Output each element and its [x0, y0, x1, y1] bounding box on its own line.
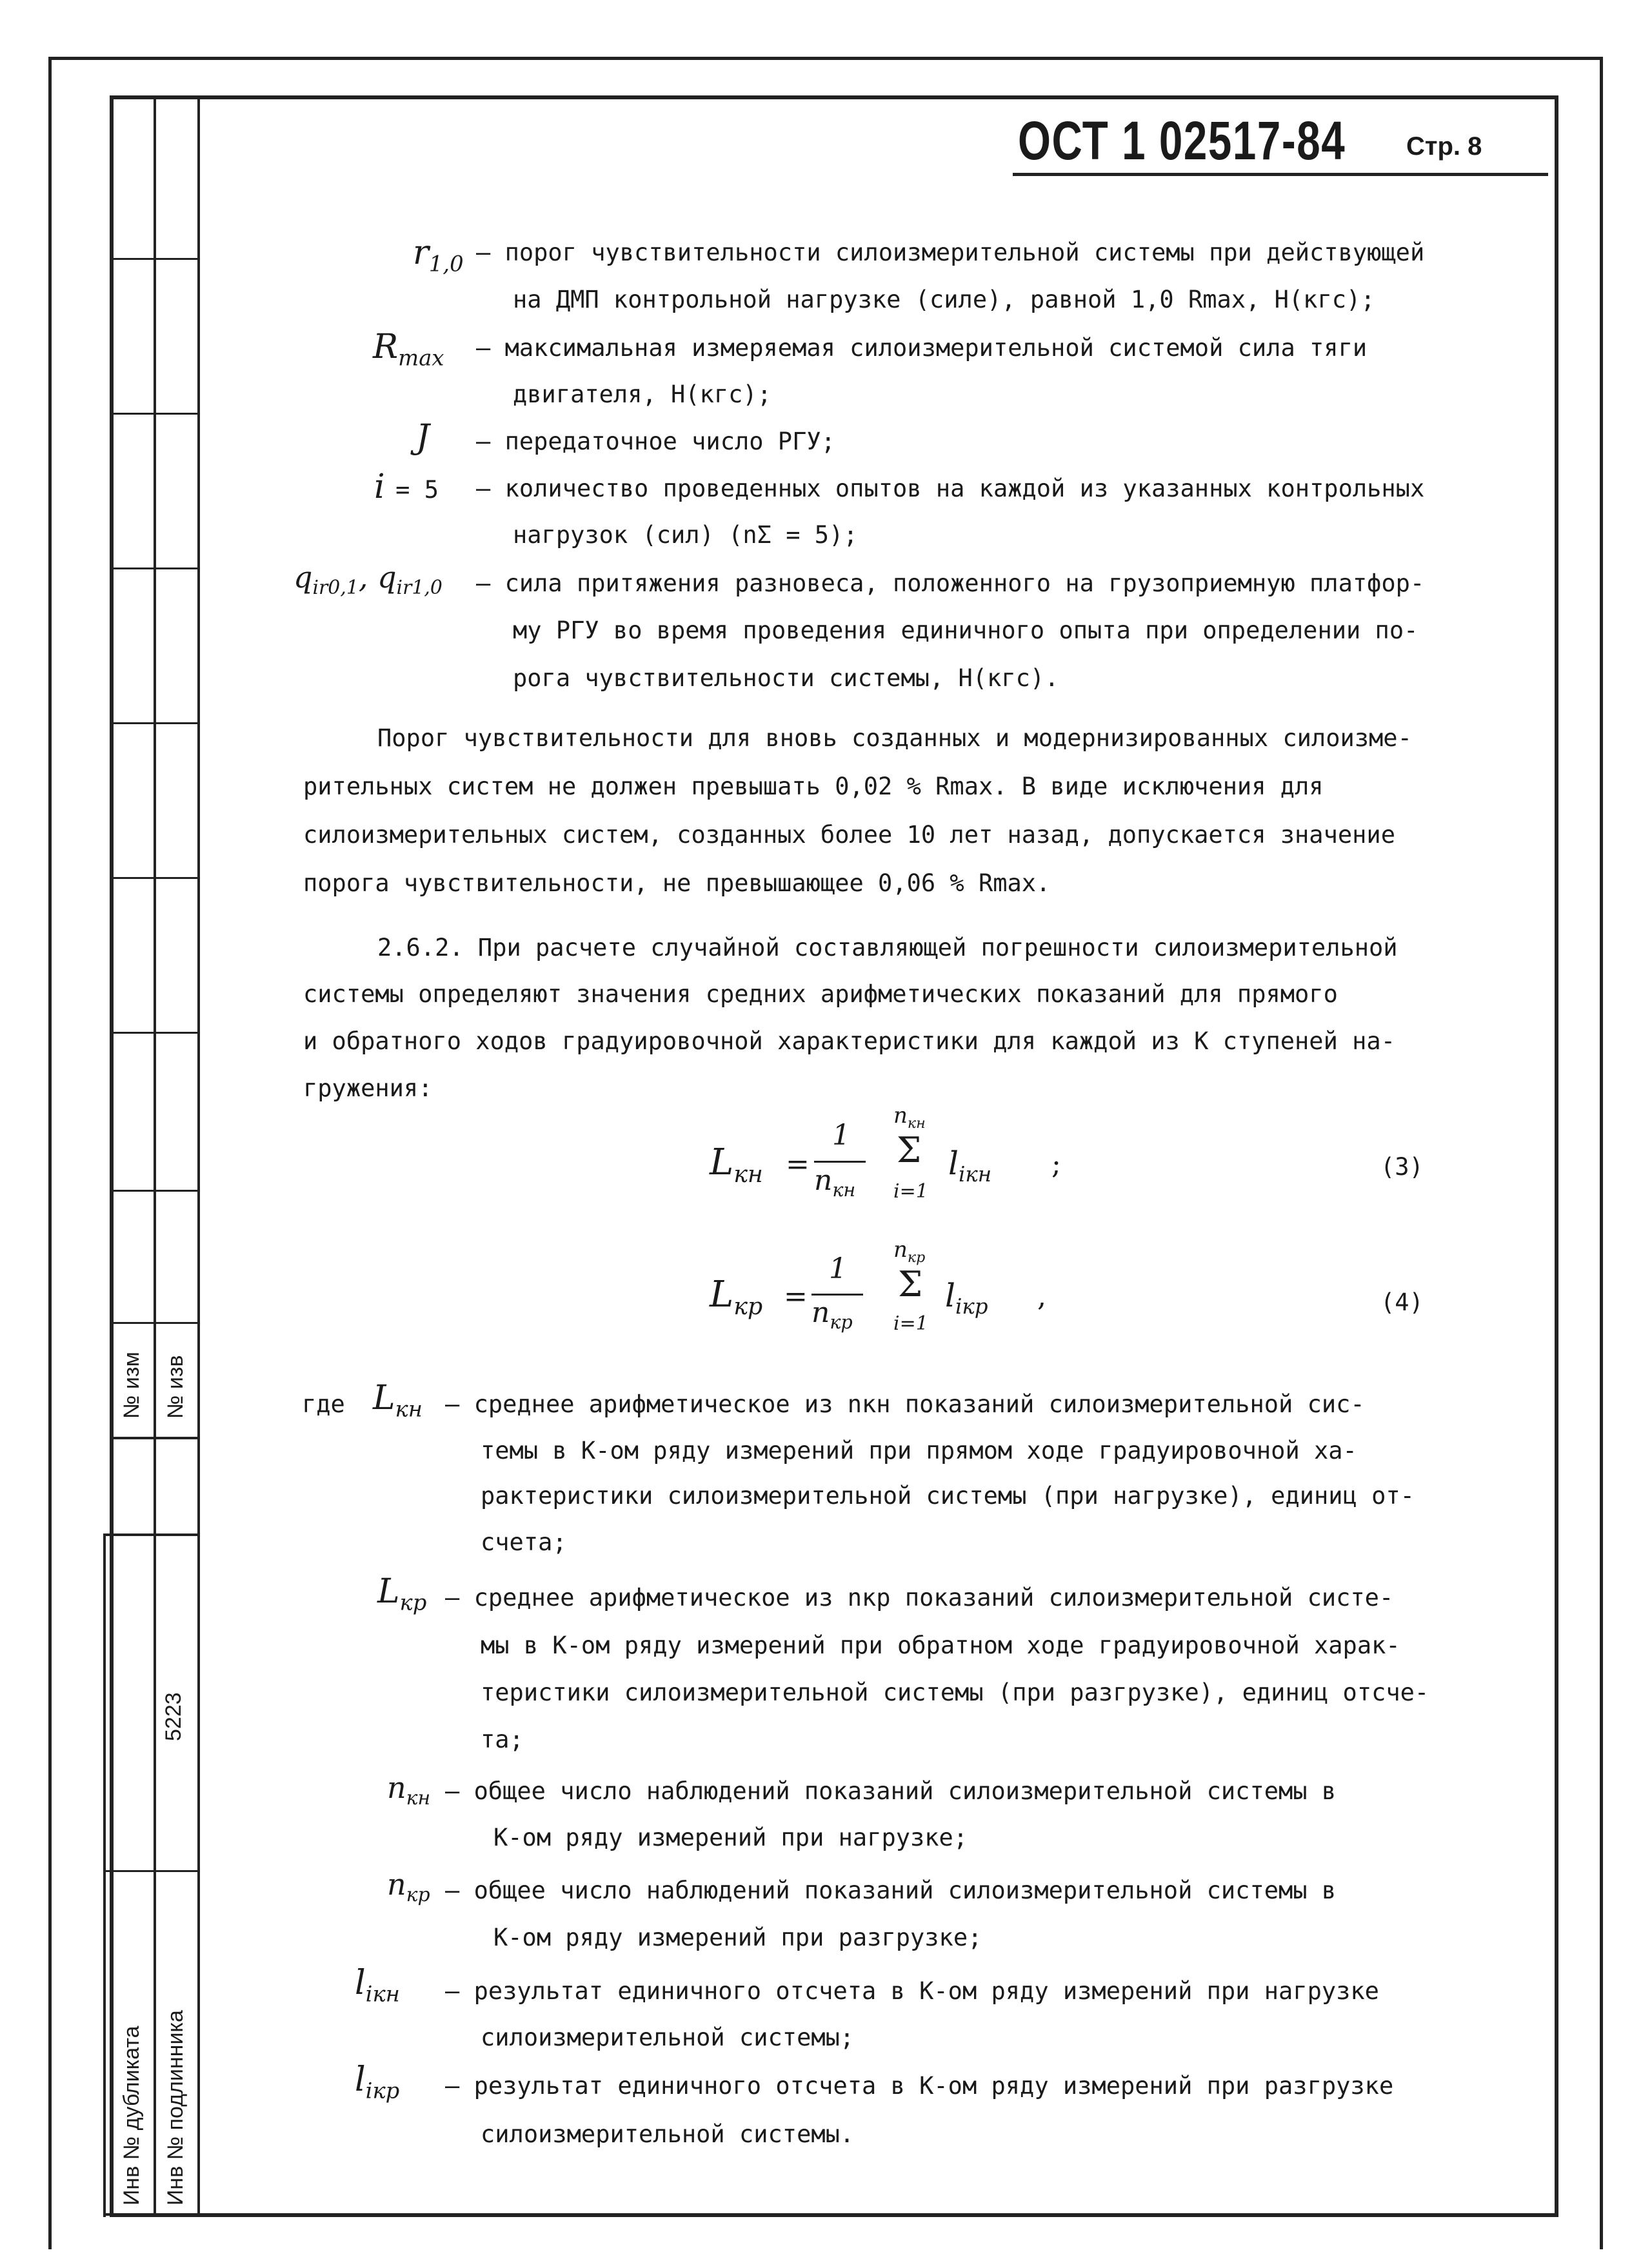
outer-frame-left: [48, 57, 52, 2249]
document-code: ОСТ 1 02517-84: [1018, 110, 1346, 171]
def-r10-line2: на ДМП контрольной нагрузке (силе), равной 1,0 Rmax, Н(кгс);: [513, 286, 1375, 313]
sidebar-lower-outer: [103, 1533, 106, 2217]
def-i-line2: нагрузок (сил) (nΣ = 5);: [513, 521, 858, 549]
symbol-rmax: $R_{max}$: [373, 328, 444, 371]
sidebar-rule: [110, 1322, 200, 1324]
symbol-q: $q_{ir0,1}$, $q_{ir1,0}$: [294, 560, 443, 600]
def-likn-line2: силоизмерительной системы;: [481, 2024, 855, 2051]
outer-frame-top: [48, 57, 1603, 60]
def-q-line1: – сила притяжения разновеса, положенного на грузоприемную платфор-: [476, 569, 1425, 597]
def-r10-line1: – порог чувствительности силоизмерительной системы при действующей: [476, 239, 1425, 266]
def-lkr-line3: теристики силоизмерительной системы (при разгрузке), единиц отсче-: [481, 1679, 1429, 1706]
para1-line2: рительных систем не должен превышать 0,02 % Rmax. В виде исключения для: [303, 773, 1324, 800]
symbol-lkn: $L_{кн}$: [373, 1379, 423, 1422]
para1-line4: порога чувствительности, не превышающее 0,06 % Rmax.: [303, 869, 1051, 897]
where-label: где: [302, 1390, 345, 1418]
def-rmax-line1: – максимальная измеряемая силоизмерительной системой сила тяги: [476, 334, 1368, 362]
para1-line1: Порог чувствительности для вновь созданных и модернизированных силоизме-: [377, 724, 1412, 752]
def-q-line3: рога чувствительности системы, Н(кгс).: [513, 664, 1059, 692]
symbol-likn: $l_{iкн}$: [355, 1964, 400, 2007]
symbol-nkn: $n_{кн}$: [387, 1770, 431, 1810]
sidebar-izm: № изм: [119, 1352, 144, 1419]
sidebar-rule: [110, 1032, 200, 1034]
def-lkn-line1: – среднее арифметическое из nкн показаний силоизмерительной сис-: [445, 1390, 1365, 1418]
sidebar-rule: [110, 413, 200, 415]
def-lkr-line1: – среднее арифметическое из nкр показаний силоизмерительной систе-: [445, 1584, 1394, 1612]
sidebar-rule: [110, 258, 200, 260]
symbol-r10: $r_{1,0}$: [413, 233, 464, 277]
symbol-likr: $l_{iкр}$: [355, 2060, 400, 2104]
sidebar-rule: [110, 1437, 200, 1439]
sidebar-podl: Инв № подлинника: [163, 2010, 188, 2205]
sidebar-rule: [103, 1533, 200, 1536]
def-lkr-line4: та;: [481, 1726, 524, 1753]
page-frame-top: [110, 95, 1558, 99]
sidebar-izv: № изв: [163, 1355, 188, 1419]
def-rmax-line2: двигателя, Н(кгс);: [513, 380, 771, 408]
symbol-nkr: $n_{кр}$: [387, 1867, 430, 1907]
sidebar-rule: [110, 722, 200, 724]
def-likr-line2: силоизмерительной системы.: [481, 2120, 855, 2148]
def-nkn-line2: K-ом ряду измерений при нагрузке;: [493, 1824, 968, 1851]
sidebar-rule: [103, 2213, 200, 2216]
def-lkn-line2: темы в K-ом ряду измерений при прямом ходе градуировочной ха-: [481, 1437, 1357, 1464]
page-frame-bottom: [110, 2213, 1558, 2217]
symbol-lkr: $L_{кр}$: [377, 1572, 427, 1615]
def-j-line1: – передаточное число РГУ;: [476, 428, 835, 455]
sidebar-col-outer: [110, 95, 112, 1437]
equation-4-number: (4): [1380, 1288, 1424, 1316]
sidebar-rule: [110, 877, 200, 879]
def-lkn-line4: счета;: [481, 1528, 567, 1556]
def-nkn-line1: – общее число наблюдений показаний силоизмерительной системы в: [445, 1777, 1337, 1805]
def-nkr-line2: K-ом ряду измерений при разгрузке;: [493, 1924, 982, 1951]
sidebar-rule: [103, 1870, 200, 1872]
sidebar-dub: Инв № дубликата: [119, 2026, 144, 2205]
symbol-j: J: [416, 418, 430, 457]
def-likn-line1: – результат единичного отсчета в K-ом ряду измерений при нагрузке: [445, 1977, 1379, 2005]
header-underline: [1013, 173, 1548, 176]
sidebar-rule: [110, 1190, 200, 1192]
para2-line4: гружения:: [303, 1074, 433, 1102]
def-q-line2: му РГУ во время проведения единичного опыта при определении по-: [513, 616, 1418, 644]
def-lkn-line3: рактеристики силоизмерительной системы (при нагрузке), единиц от-: [481, 1482, 1415, 1510]
page-frame-right: [1555, 95, 1558, 2217]
equation-3-number: (3): [1380, 1153, 1424, 1181]
def-nkr-line1: – общее число наблюдений показаний силоизмерительной системы в: [445, 1877, 1337, 1904]
para1-line3: силоизмерительных систем, созданных более 10 лет назад, допускается значение: [303, 821, 1395, 849]
sidebar-number: 5223: [161, 1692, 186, 1741]
symbol-i5: i = 5: [374, 468, 439, 506]
page-number: Стр. 8: [1406, 132, 1482, 161]
def-likr-line1: – результат единичного отсчета в K-ом ряду измерений при разгрузке: [445, 2072, 1394, 2100]
para2-line2: системы определяют значения средних арифметических показаний для прямого: [303, 980, 1338, 1008]
sidebar-rule: [110, 567, 200, 569]
para2-line1: 2.6.2. При расчете случайной составляющей погрешности силоизмерительной: [377, 934, 1398, 961]
para2-line3: и обратного ходов градуировочной характеристики для каждой из K ступеней на-: [303, 1027, 1395, 1055]
def-lkr-line2: мы в K-ом ряду измерений при обратном ходе градуировочной харак-: [481, 1632, 1400, 1659]
def-i-line1: – количество проведенных опытов на каждой из указанных контрольных: [476, 475, 1425, 502]
outer-frame-right: [1600, 57, 1603, 2249]
